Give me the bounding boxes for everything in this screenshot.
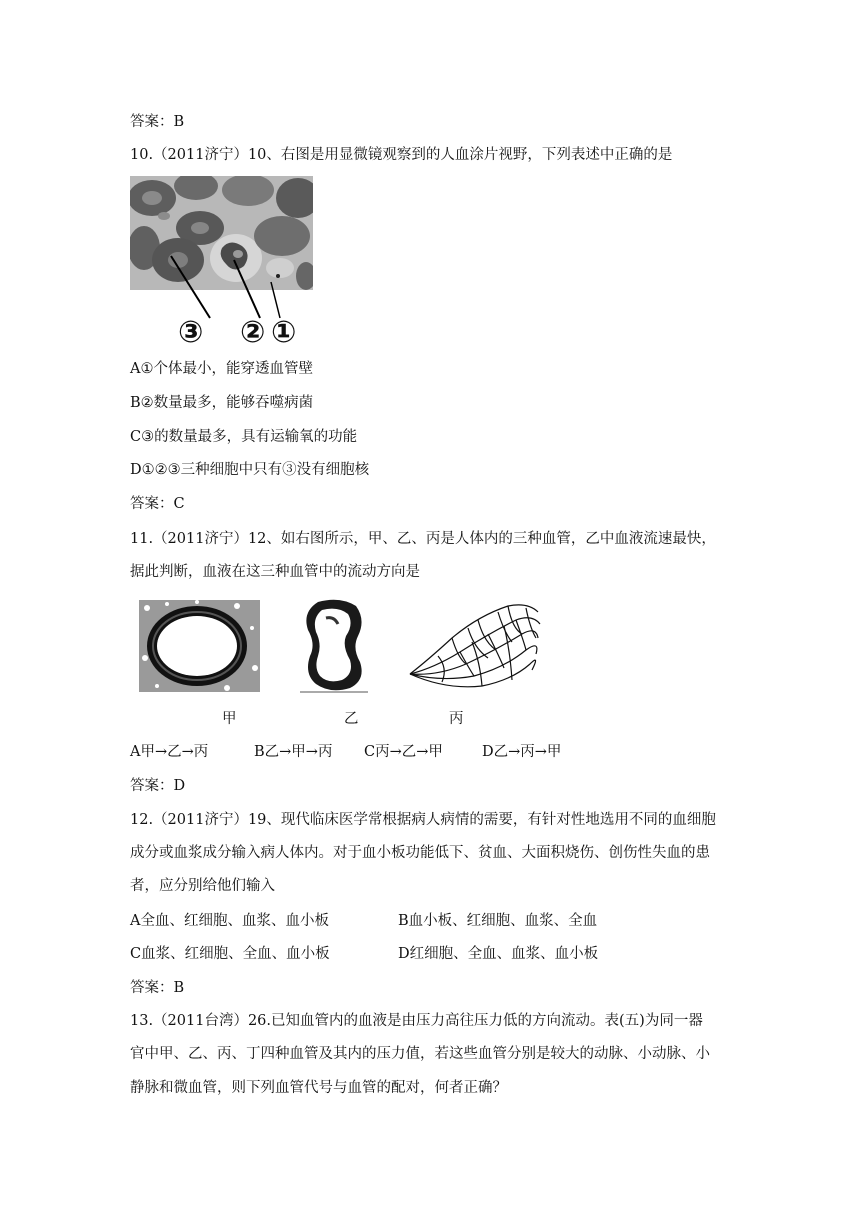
q10-option-d: D①②③三种细胞中只有③没有细胞核 [130, 462, 370, 478]
label-pointer-lines [130, 176, 313, 326]
question-13-stem-line2: 官中甲、乙、丙、丁四种血管及其内的压力值，若这些血管分别是较大的动脉、小动脉、小 [130, 1046, 710, 1062]
question-12-stem-line1: 12.（2011济宁）19、现代临床医学常根据病人病情的需要，有针对性地选用不同的血细胞 [130, 812, 716, 828]
q12-option-b: B血小板、红细胞、血浆、全血 [398, 913, 598, 929]
vein-cross-section-image [300, 596, 368, 694]
q10-option-b: B②数量最多，能够吞噬病菌 [130, 395, 314, 411]
q12-option-a: A全血、红细胞、血浆、血小板 [130, 913, 329, 929]
vessel-label-bing: 丙 [449, 711, 464, 727]
question-13-stem-line1: 13.（2011台湾）26.已知血管内的血液是由压力高往压力低的方向流动。表(五)为同一器 [130, 1013, 703, 1029]
question-12-stem-line3: 者，应分别给他们输入 [130, 878, 275, 894]
q12-option-d: D红细胞、全血、血浆、血小板 [398, 946, 599, 962]
question-13-stem-line3: 静脉和微血管，则下列血管代号与血管的配对，何者正确？ [130, 1080, 507, 1096]
answer-q12: 答案：B [130, 980, 185, 996]
answer-q10: 答案：C [130, 496, 185, 512]
question-10-stem: 10.（2011济宁）10、右图是用显微镜观察到的人血涂片视野，下列表述中正确的是 [130, 147, 673, 163]
q12-option-c: C血浆、红细胞、全血、血小板 [130, 946, 330, 962]
question-12-stem-line2: 成分或血浆成分输入病人体内。对于血小板功能低下、贫血、大面积烧伤、创伤性失血的患 [130, 845, 710, 861]
figure-label-2: ② [240, 315, 266, 350]
q11-option-c: C丙→乙→甲 [364, 744, 443, 760]
artery-cross-section-image [137, 598, 262, 694]
figure-label-1: ① [271, 315, 297, 350]
q10-option-a: A①个体最小，能穿透血管壁 [130, 361, 313, 377]
q10-option-c: C③的数量最多，具有运输氧的功能 [130, 429, 358, 445]
question-11-stem-line2: 据此判断，血液在这三种血管中的流动方向是 [130, 564, 420, 580]
q11-option-b: B乙→甲→丙 [254, 744, 333, 760]
q11-option-d: D乙→丙→甲 [482, 744, 562, 760]
answer-q9: 答案：B [130, 114, 185, 130]
vessel-label-jia: 甲 [222, 711, 237, 727]
capillary-network-image [408, 598, 542, 694]
q11-option-a: A甲→乙→丙 [130, 744, 209, 760]
answer-q11: 答案：D [130, 778, 186, 794]
question-11-stem-line1: 11.（2011济宁）12、如右图所示，甲、乙、丙是人体内的三种血管，乙中血液流速最快， [130, 531, 716, 547]
vessel-label-yi: 乙 [344, 711, 359, 727]
figure-label-3: ③ [178, 315, 204, 350]
